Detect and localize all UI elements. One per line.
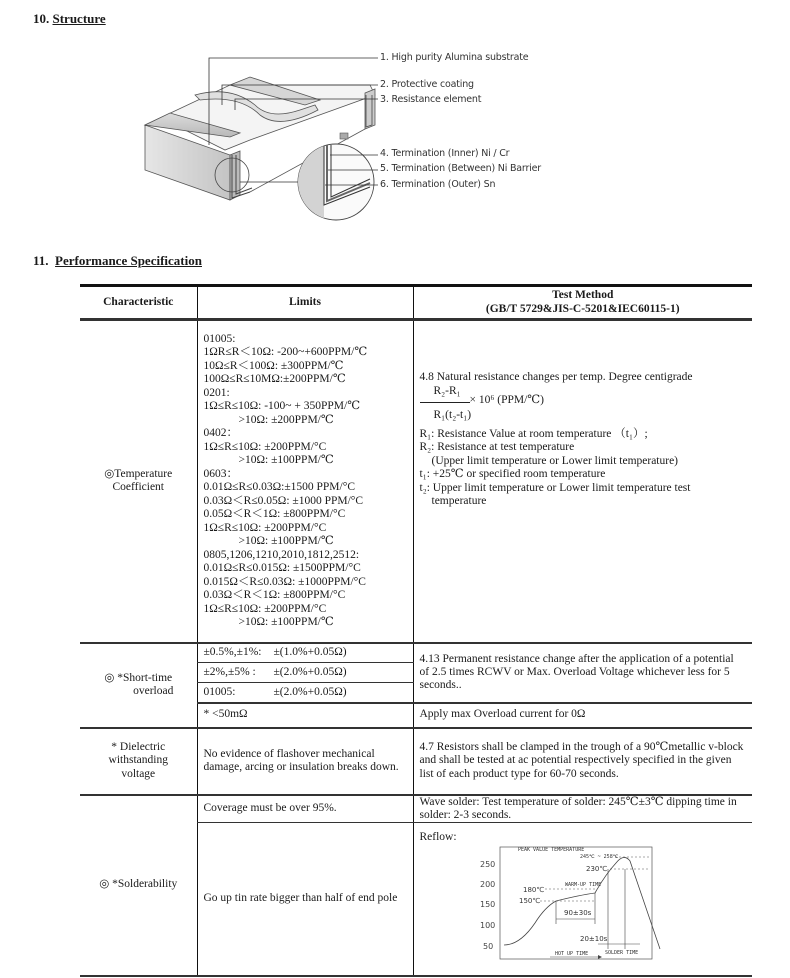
performance-spec-table bbox=[80, 284, 752, 977]
tc-limit-line: 10Ω≤R＜100Ω: ±300PPM/℃ bbox=[203, 359, 344, 372]
header-test-method-title: Test Method bbox=[552, 289, 614, 301]
tc-limit-line: 0.01Ω≤R≤0.03Ω:±1500 PPM/°C bbox=[203, 481, 355, 494]
tc-limit-line: 0402： bbox=[203, 427, 238, 440]
annotation-peak-range: 245℃ ~ 258℃ bbox=[579, 853, 618, 860]
legend-label-termination-outer: 6. Termination (Outer) Sn bbox=[380, 179, 496, 190]
test-method-cell: 4.13 Permanent resistance change after the application of a potential of 2.5 times RCWV or Max. Overload Voltage whichever less for 5 seconds.. bbox=[413, 643, 752, 703]
tcr-formula bbox=[420, 385, 747, 425]
tolerance-limit: ±(2.0%+0.05Ω) bbox=[273, 665, 347, 678]
annotation-warm-up: WARM-UP TIME bbox=[564, 881, 601, 888]
annotation-20s: 20±10s bbox=[579, 934, 607, 943]
tc-limit-line: 0.01Ω≤R≤0.015Ω: ±1500PPM/°C bbox=[203, 562, 361, 575]
section-number: 11. bbox=[33, 253, 49, 268]
formula-denominator: R₁(t₂-t₁) bbox=[433, 408, 472, 421]
characteristic-cell bbox=[80, 728, 197, 795]
t2-definition: t₂: Upper limit temperature or Lower limit temperature test bbox=[419, 481, 691, 494]
characteristic-cell bbox=[80, 320, 197, 643]
characteristic-label: ◎Temperature bbox=[104, 467, 173, 480]
annotation-solder-time: SOLDER TIME bbox=[604, 949, 638, 956]
characteristic-label: Coefficient bbox=[112, 481, 165, 494]
legend-label-substrate: 1. High purity Alumina substrate bbox=[380, 52, 529, 63]
characteristic-label: ◎ *Short-time bbox=[104, 671, 173, 684]
tolerance-class: 01005: bbox=[203, 685, 236, 698]
tc-limit-line: 1ΩR≤R＜10Ω: -200~+600PPM/℃ bbox=[203, 346, 368, 359]
legend-label-protective-coating: 2. Protective coating bbox=[380, 79, 474, 90]
tolerance-class: ±0.5%,±1%: bbox=[203, 646, 262, 658]
limits-cell bbox=[197, 320, 413, 643]
tc-limits-list bbox=[204, 333, 407, 630]
reflow-profile-chart bbox=[420, 845, 747, 975]
tolerance-class: ±2%,±5% : bbox=[203, 665, 256, 678]
tc-limit-line: >10Ω: ±100PPM/℃ bbox=[238, 535, 334, 548]
section-number: 10. bbox=[33, 11, 50, 26]
annotation-180: 180℃ bbox=[522, 885, 544, 894]
limits-cell bbox=[197, 663, 413, 683]
zero-ohm-limits-cell: * <50mΩ bbox=[197, 703, 413, 728]
zero-ohm-method-cell: Apply max Overload current for 0Ω bbox=[413, 703, 752, 728]
tc-limit-line: 0.03Ω＜R≤0.05Ω: ±1000 PPM/°C bbox=[203, 494, 364, 507]
structure-diagram bbox=[140, 52, 560, 225]
section-11-heading bbox=[33, 253, 202, 269]
tc-limit-line: >10Ω: ±100PPM/℃ bbox=[238, 616, 334, 629]
y-tick-100: 100 bbox=[479, 920, 495, 930]
limits-cell bbox=[197, 683, 413, 703]
legend-label-termination-inner: 4. Termination (Inner) Ni / Cr bbox=[380, 148, 510, 159]
y-tick-250: 250 bbox=[479, 859, 495, 869]
tc-limit-line: 1Ω≤R≤10Ω: ±200PPM/°C bbox=[203, 440, 327, 453]
tc-limit-line: 0.015Ω＜R≤0.03Ω: ±1000PPM/°C bbox=[203, 575, 366, 588]
t1-definition: t₁: +25℃ or specified room temperature bbox=[419, 468, 606, 480]
characteristic-cell: ◎ *Solderability bbox=[80, 795, 197, 976]
section-title: Performance Specification bbox=[55, 253, 202, 268]
tolerance-limit: ±(2.0%+0.05Ω) bbox=[273, 685, 347, 698]
header-limits: Limits bbox=[197, 286, 413, 320]
method-intro: 4.8 Natural resistance changes per temp. Degree centigrade bbox=[419, 371, 693, 383]
annotation-230: 230℃ bbox=[585, 864, 607, 873]
tc-limit-line: 1Ω≤R≤10Ω: -100~ + 350PPM/℃ bbox=[203, 400, 361, 413]
characteristic-cell bbox=[80, 643, 197, 728]
section-title: Structure bbox=[52, 11, 106, 26]
tc-limit-line: 0603： bbox=[203, 467, 238, 480]
test-method-cell: 4.7 Resistors shall be clamped in the trough of a 90℃metallic v-block and shall be tested at ac potential respectively specified in the given list of each product type for 60-70 seconds. bbox=[413, 728, 752, 795]
characteristic-label: * Dielectric bbox=[111, 740, 166, 753]
formula-multiplier: × 10⁶ (PPM/℃) bbox=[469, 393, 544, 406]
limits-cell: No evidence of flashover mechanical damage, arcing or insulation breaks down. bbox=[197, 728, 413, 795]
table-row-solderability-wave bbox=[80, 795, 752, 823]
annotation-150: 150℃ bbox=[518, 896, 540, 905]
legend-label-resistance-element: 3. Resistance element bbox=[380, 94, 482, 105]
wave-limits-cell: Coverage must be over 95%. bbox=[197, 795, 413, 823]
tc-limit-line: 1Ω≤R≤10Ω: ±200PPM/°C bbox=[203, 521, 327, 534]
header-test-method-standards: (GB/T 5729&JIS-C-5201&IEC60115-1) bbox=[485, 302, 680, 315]
y-tick-150: 150 bbox=[479, 899, 495, 909]
t2-definition-cont: temperature bbox=[431, 495, 487, 507]
x-axis-label-hot-up-time: HOT UP TIME bbox=[554, 950, 588, 957]
r1-definition: R₁: Resistance Value at room temperature （t₁）; bbox=[419, 427, 648, 440]
header-characteristic: Characteristic bbox=[80, 286, 197, 320]
table-header-row bbox=[80, 286, 752, 320]
r2-definition: R₂: Resistance at test temperature bbox=[419, 441, 575, 453]
limits-cell bbox=[197, 643, 413, 663]
header-test-method bbox=[413, 286, 752, 320]
tc-limit-line: >10Ω: ±200PPM/℃ bbox=[238, 413, 334, 426]
table-row-short-time-overload bbox=[80, 643, 752, 663]
tc-limit-line: 0.03Ω＜R＜1Ω: ±800PPM/°C bbox=[203, 589, 346, 602]
reflow-profile-svg bbox=[420, 845, 759, 970]
table-row-temperature-coefficient bbox=[80, 320, 752, 643]
test-method-cell bbox=[413, 320, 752, 643]
characteristic-label: voltage bbox=[121, 767, 156, 780]
characteristic-label: withstanding bbox=[108, 754, 168, 767]
r2-definition-cont: (Upper limit temperature or Lower limit temperature) bbox=[431, 454, 679, 467]
annotation-peak-title: PEAK VALUE TEMPERATURE bbox=[517, 846, 584, 853]
reflow-method-cell bbox=[413, 823, 752, 976]
tc-limit-line: 1Ω≤R≤10Ω: ±200PPM/°C bbox=[203, 602, 327, 615]
annotation-90s: 90±30s bbox=[563, 908, 591, 917]
tc-limit-line: 01005: bbox=[203, 332, 236, 345]
tc-limit-line: 0201: bbox=[203, 386, 230, 399]
wave-method-cell: Wave solder: Test temperature of solder: 245℃±3℃ dipping time in solder: 2-3 seconds. bbox=[413, 795, 752, 823]
y-tick-50: 50 bbox=[482, 941, 493, 951]
tc-limit-line: 0.05Ω＜R＜1Ω: ±800PPM/°C bbox=[203, 508, 346, 521]
formula-numerator: R₂-R₁ bbox=[433, 384, 461, 397]
characteristic-label: overload bbox=[133, 685, 174, 697]
table-row-dielectric bbox=[80, 728, 752, 795]
reflow-label: Reflow: bbox=[419, 831, 457, 843]
tc-limit-line: >10Ω: ±100PPM/℃ bbox=[238, 454, 334, 467]
legend-label-termination-between: 5. Termination (Between) Ni Barrier bbox=[380, 163, 541, 174]
tc-limit-line: 0805,1206,1210,2010,1812,2512: bbox=[203, 548, 360, 561]
tolerance-limit: ±(1.0%+0.05Ω) bbox=[273, 646, 347, 658]
resistor-cross-section-illustration bbox=[140, 55, 560, 225]
fraction-bar bbox=[420, 402, 470, 403]
y-tick-200: 200 bbox=[479, 879, 495, 889]
reflow-limits-cell: Go up tin rate bigger than half of end pole bbox=[197, 823, 413, 976]
tc-limit-line: 100Ω≤R≤10MΩ:±200PPM/℃ bbox=[203, 373, 346, 386]
section-10-heading bbox=[33, 11, 106, 27]
